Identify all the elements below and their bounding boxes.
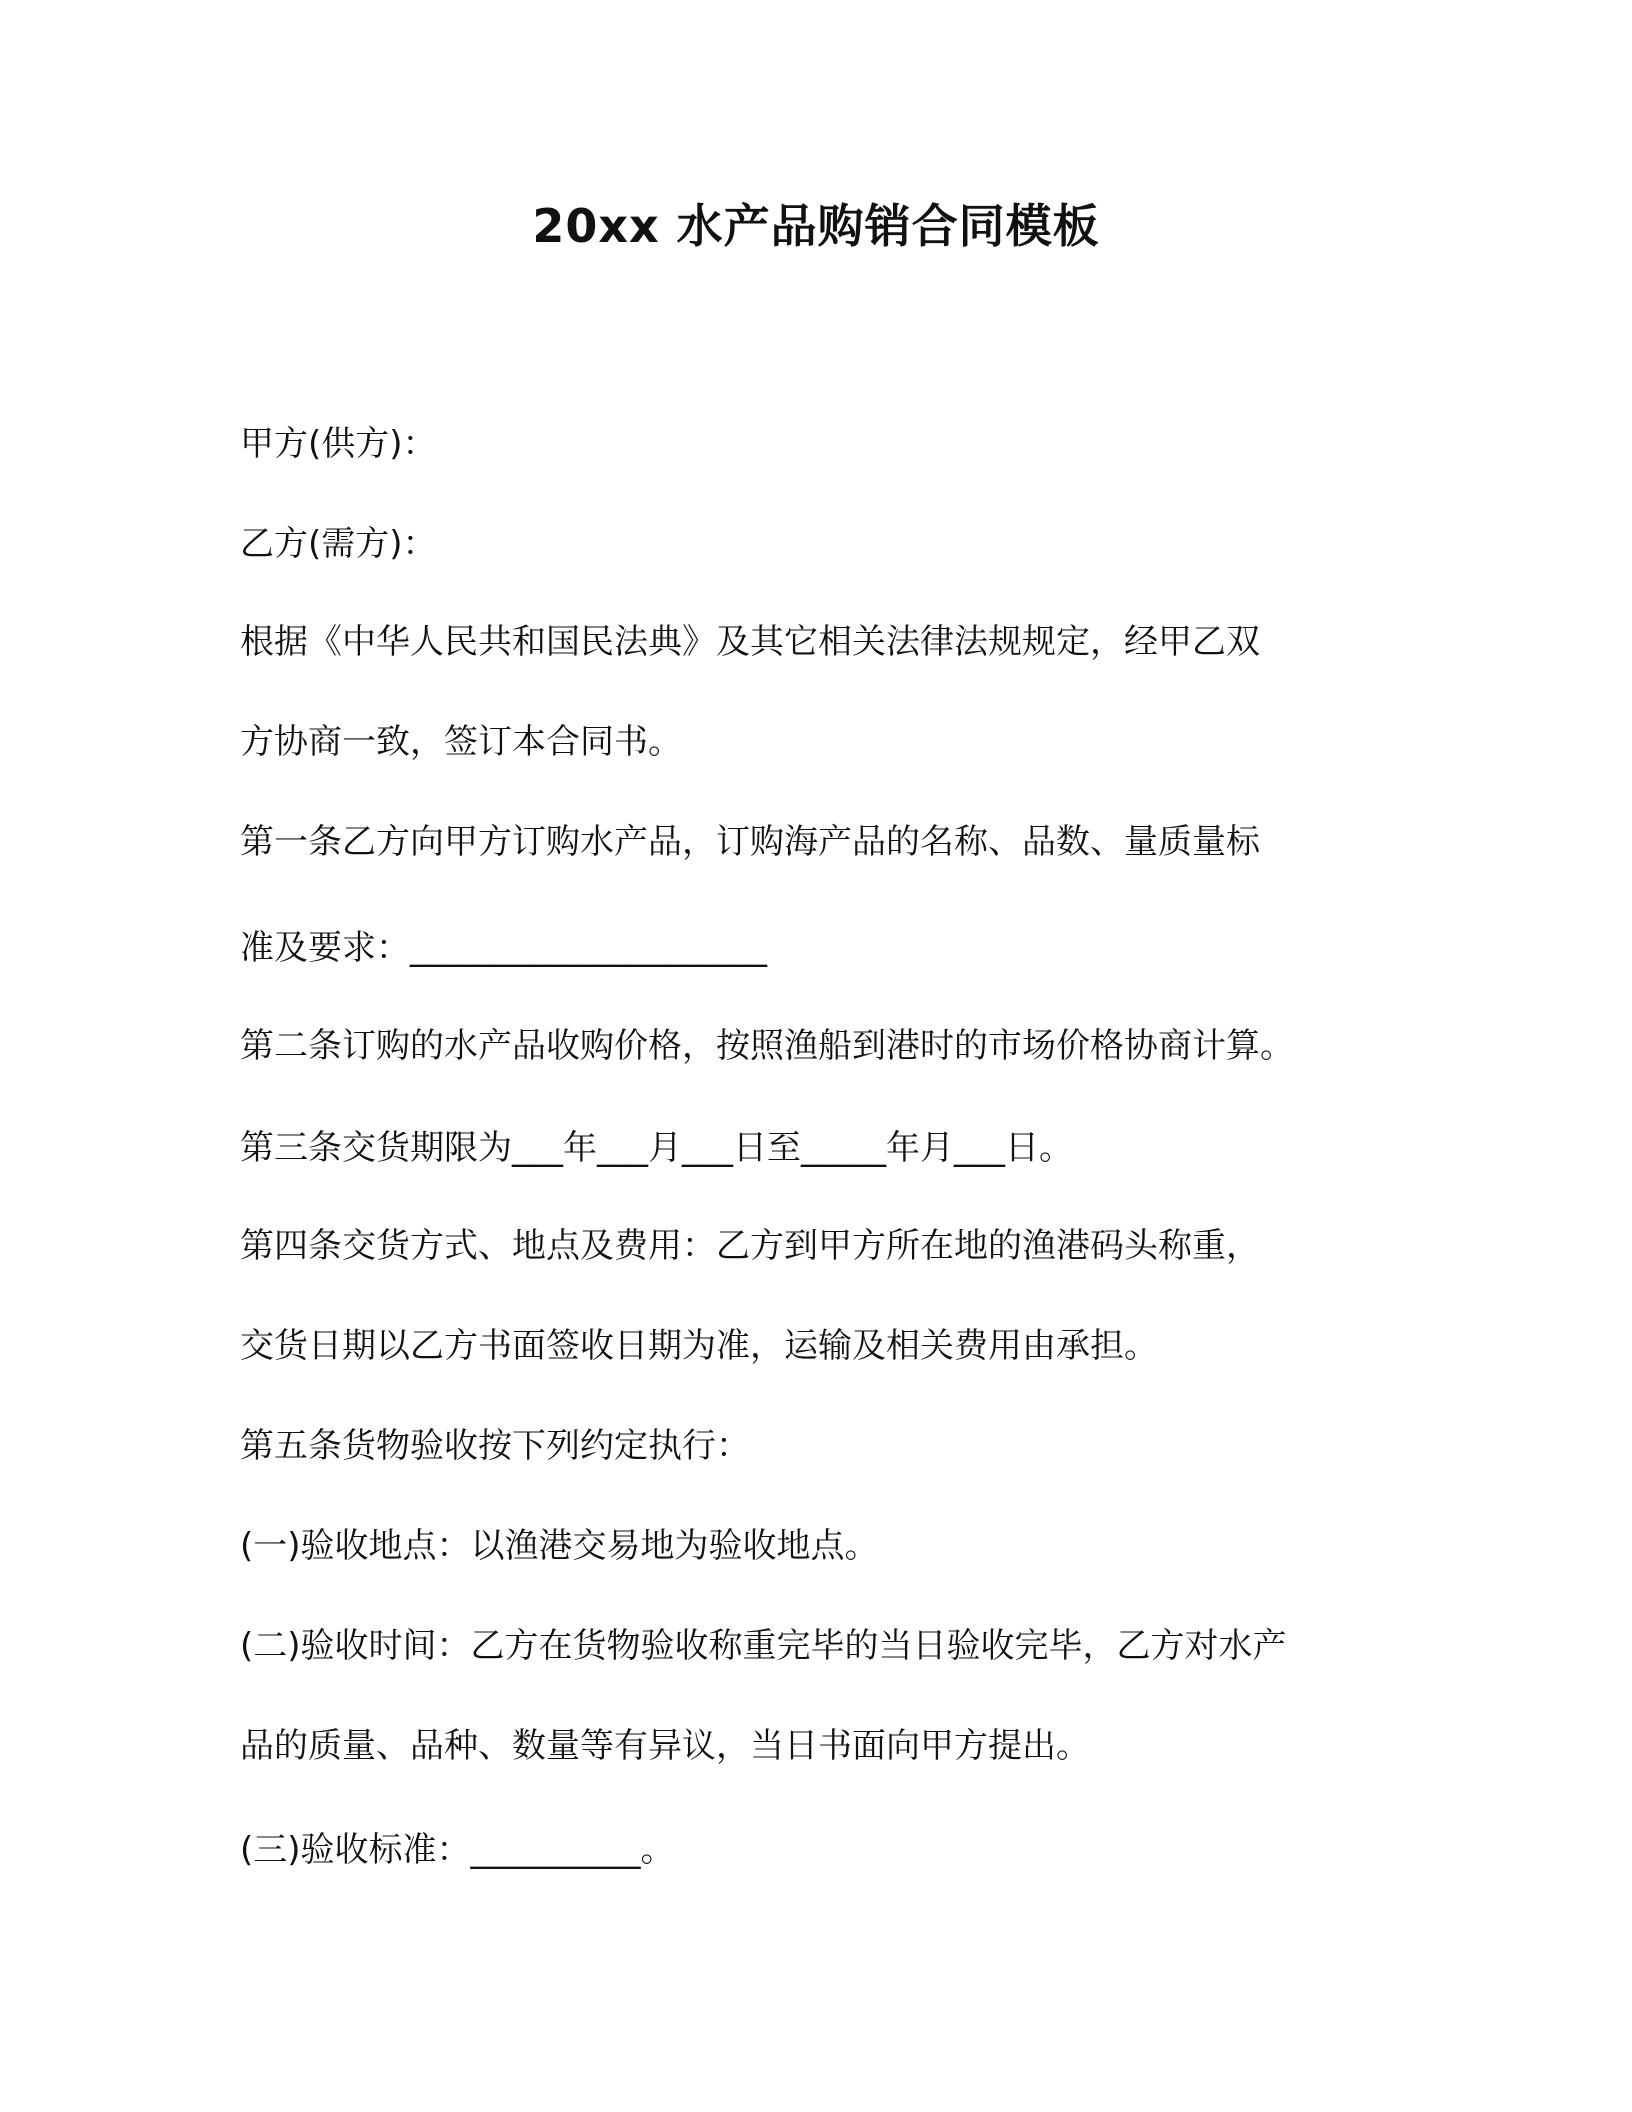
inspection-time-line-1: (二)验收时间：乙方在货物验收称重完毕的当日验收完毕，乙方对水产	[240, 1626, 1287, 1666]
preamble-line-2: 方协商一致，签订本合同书。	[240, 722, 682, 762]
inspection-standard-line: (三)验收标准：__________。	[240, 1830, 675, 1870]
inspection-time-line-2: 品的质量、品种、数量等有异议，当日书面向甲方提出。	[240, 1726, 1090, 1766]
party-b-line: 乙方(需方)：	[240, 524, 437, 564]
article-2-line: 第二条订购的水产品收购价格，按照渔船到港时的市场价格协商计算。	[240, 1026, 1294, 1066]
article-1-line-1: 第一条乙方向甲方订购水产品，订购海产品的名称、品数、量质量标	[240, 822, 1260, 862]
article-3-line: 第三条交货期限为___年___月___日至_____年月___日。	[240, 1128, 1073, 1168]
preamble-line-1: 根据《中华人民共和国民法典》及其它相关法律法规规定，经甲乙双	[240, 622, 1260, 662]
party-a-line: 甲方(供方)：	[240, 424, 437, 464]
article-4-line-1: 第四条交货方式、地点及费用：乙方到甲方所在地的渔港码头称重，	[240, 1226, 1260, 1266]
article-1-line-2: 准及要求：_____________________	[240, 928, 767, 968]
document-title: 20xx 水产品购销合同模板	[532, 199, 1100, 253]
article-5-line: 第五条货物验收按下列约定执行：	[240, 1426, 750, 1466]
article-4-line-2: 交货日期以乙方书面签收日期为准，运输及相关费用由承担。	[240, 1326, 1158, 1366]
inspection-location-line: (一)验收地点：以渔港交易地为验收地点。	[240, 1526, 879, 1566]
